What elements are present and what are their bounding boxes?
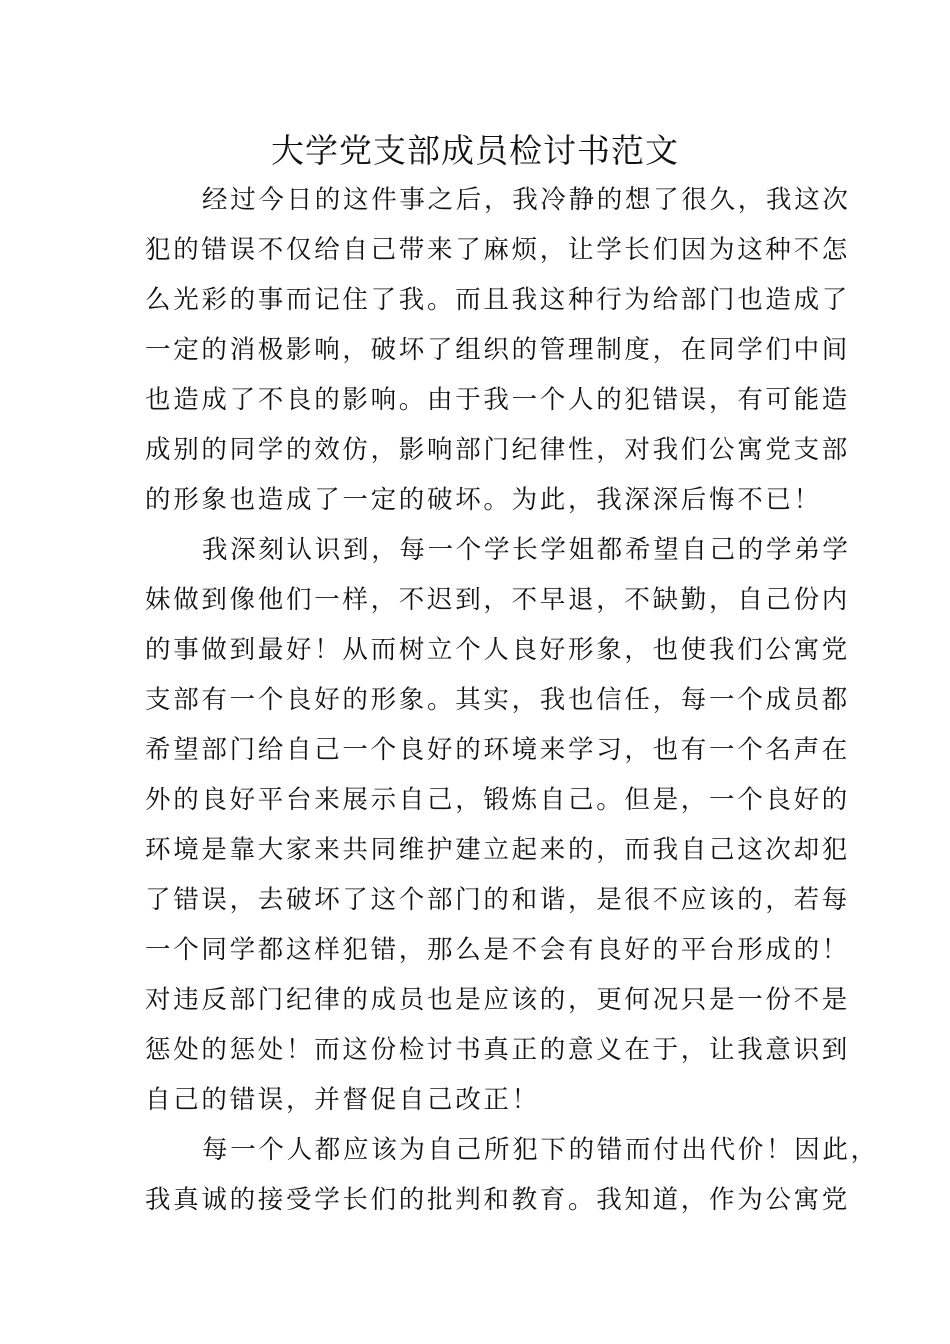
document-title: 大学党支部成员检讨书范文: [271, 131, 679, 170]
text-line: 也造成了不良的影响。由于我一个人的犯错误，有可能造: [145, 385, 851, 415]
text-line: 我真诚的接受学长们的批判和教育。我知道，作为公寓党: [145, 1185, 851, 1215]
text-line: 了错误，去破坏了这个部门的和谐，是很不应该的，若每: [145, 885, 851, 915]
text-line: 一定的消极影响，破坏了组织的管理制度，在同学们中间: [145, 335, 851, 365]
paragraph-2: [145, 525, 851, 1125]
text-line: 妹做到像他们一样，不迟到，不早退，不缺勤，自己份内: [145, 585, 851, 615]
text-line: 环境是靠大家来共同维护建立起来的，而我自己这次却犯: [145, 835, 851, 865]
text-line: 的形象也造成了一定的破坏。为此，我深深后悔不已！: [145, 485, 822, 515]
text-line: 外的良好平台来展示自己，锻炼自己。但是，一个良好的: [145, 785, 851, 815]
paragraph-3: [145, 1125, 879, 1225]
text-line: 经过今日的这件事之后，我冷静的想了很久，我这次: [202, 185, 851, 215]
text-line: 的事做到最好！从而树立个人良好形象，也使我们公寓党: [145, 635, 851, 665]
text-line: 成别的同学的效仿，影响部门纪律性，对我们公寓党支部: [145, 435, 851, 465]
text-line: 我深刻认识到，每一个学长学姐都希望自己的学弟学: [202, 535, 851, 565]
text-line: 支部有一个良好的形象。其实，我也信任，每一个成员都: [145, 685, 851, 715]
text-line: 自己的错误，并督促自己改正！: [145, 1085, 540, 1115]
text-line: 希望部门给自己一个良好的环境来学习，也有一个名声在: [145, 735, 851, 765]
text-line: 犯的错误不仅给自己带来了麻烦，让学长们因为这种不怎: [145, 235, 851, 265]
document-body: [145, 175, 879, 1225]
text-line: 每一个人都应该为自己所犯下的错而付出代价！因此，: [202, 1135, 879, 1165]
text-line: 对违反部门纪律的成员也是应该的，更何况只是一份不是: [145, 985, 851, 1015]
text-line: 一个同学都这样犯错，那么是不会有良好的平台形成的！: [145, 935, 851, 965]
text-line: 么光彩的事而记住了我。而且我这种行为给部门也造成了: [145, 285, 851, 315]
text-line: 惩处的惩处！而这份检讨书真正的意义在于，让我意识到: [145, 1035, 851, 1065]
paragraph-1: [145, 175, 851, 525]
